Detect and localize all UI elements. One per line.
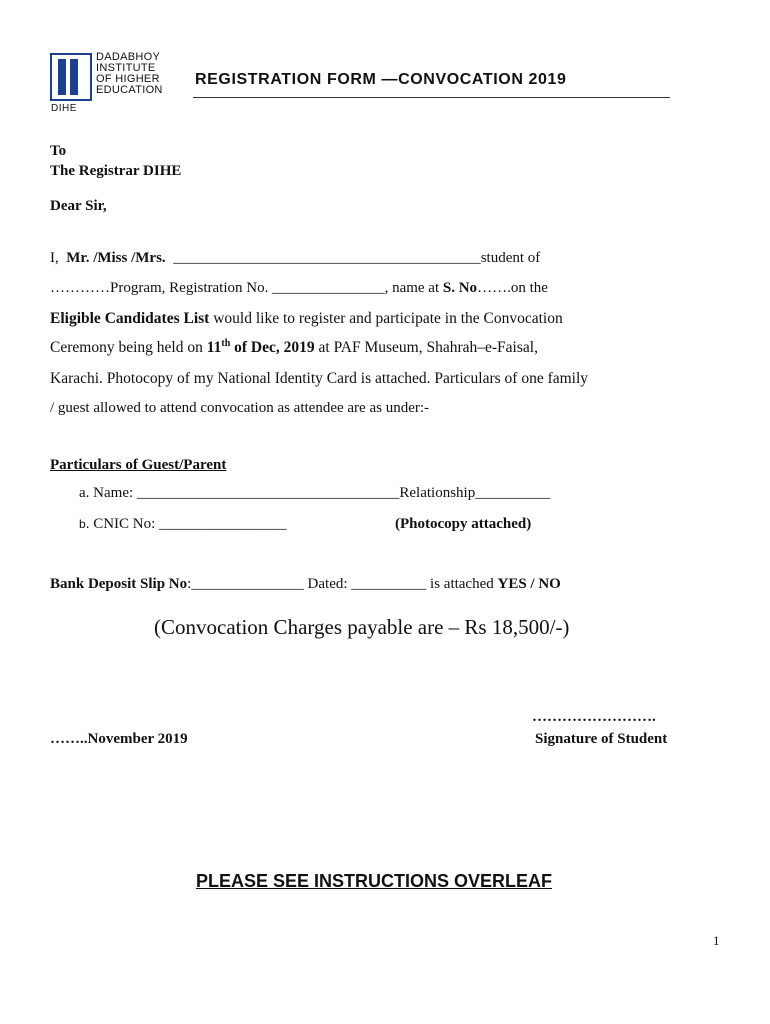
bank-deposit-line[interactable]: [50, 576, 561, 593]
signature-label: Signature of Student: [535, 731, 668, 747]
photocopy-note: (Photocopy attached): [395, 516, 532, 532]
signature-dots: …………………….: [532, 709, 656, 725]
guest-name-field[interactable]: [79, 485, 550, 502]
convocation-charges: (Convocation Charges payable are – Rs 18,500/-): [154, 615, 570, 639]
title-divider: [193, 97, 670, 98]
institute-name: DADABHOY INSTITUTE OF HIGHER EDUCATION: [96, 51, 163, 96]
ceremony-venue: at PAF Museum, Shahrah–e-Faisal,: [314, 339, 538, 357]
body-line-6: / guest allowed to attend convocation as attendee are as under:-: [50, 400, 430, 416]
body-line-2: [50, 280, 548, 297]
body-line-3: [50, 310, 563, 328]
ceremony-day: 11: [206, 339, 222, 357]
ceremony-date: of Dec, 2019: [230, 339, 315, 357]
bank-deposit-label: Bank Deposit Slip No: [50, 576, 188, 592]
salutation-titles: Mr. /Miss /Mrs.: [66, 250, 166, 266]
body-line-4: [50, 338, 538, 357]
institute-abbr: DIHE: [51, 103, 77, 114]
cnic-label: . CNIC No: _________________: [85, 516, 287, 532]
body-line-3-rest: would like to register and participate in the Convocation: [209, 310, 563, 327]
relationship-label: Relationship__________: [399, 485, 551, 501]
page-title: REGISTRATION FORM —CONVOCATION 2019: [195, 71, 567, 88]
body-prefix: I,: [50, 250, 59, 266]
guest-name-label: a. Name: ___________________________________: [79, 485, 400, 501]
instructions-notice: PLEASE SEE INSTRUCTIONS OVERLEAF: [196, 871, 553, 891]
body-line-2-end: …….on the: [477, 280, 548, 296]
page-number: 1: [713, 933, 720, 948]
institute-logo-mark: [50, 53, 92, 101]
eligible-list-label: Eligible Candidates List: [50, 310, 210, 327]
address-registrar: The Registrar DIHE: [50, 163, 182, 179]
ceremony-day-suffix: th: [221, 338, 231, 349]
yes-no-options: YES / NO: [497, 576, 561, 592]
ceremony-text: Ceremony being held on: [50, 339, 207, 357]
guest-heading: Particulars of Guest/Parent: [50, 457, 227, 473]
student-name-blank[interactable]: _________________________________________: [173, 250, 481, 266]
guest-cnic-field[interactable]: [79, 516, 287, 533]
cnic-prefix: b: [79, 517, 86, 531]
salutation: Dear Sir,: [50, 198, 107, 214]
program-registration-text: …………Program, Registration No. _______________, name at: [50, 280, 443, 296]
body-line-1: [50, 250, 720, 267]
body-line-5: Karachi. Photocopy of my National Identity Card is attached. Particulars of one family: [50, 370, 589, 387]
body-suffix: student of: [480, 250, 541, 266]
date-line: ……..November 2019: [50, 731, 188, 747]
address-to: To: [50, 143, 67, 159]
bank-deposit-rest: :_______________ Dated: __________ is attached: [187, 576, 498, 592]
serial-no-label: S. No: [442, 280, 478, 296]
